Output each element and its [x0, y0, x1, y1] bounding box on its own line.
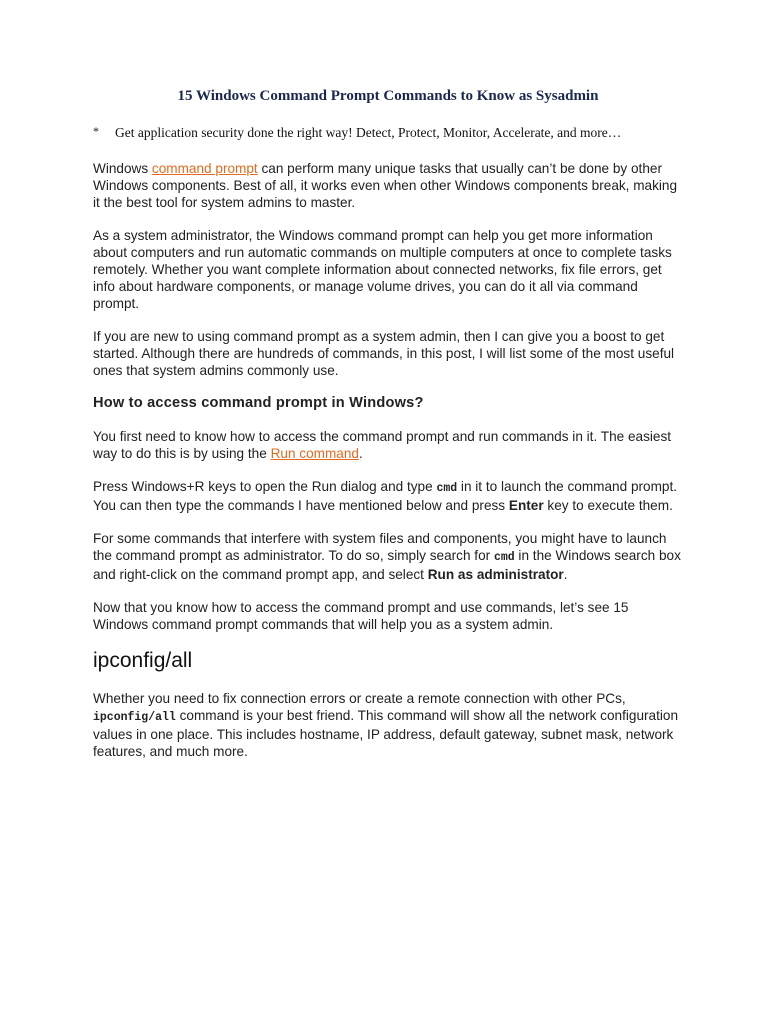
bold-run-as-administrator: Run as administrator	[427, 567, 564, 582]
bullet-icon: *	[93, 124, 99, 138]
inline-code-cmd: cmd	[436, 482, 458, 495]
inline-code-ipconfig: ipconfig/all	[93, 711, 176, 724]
inline-code-cmd: cmd	[493, 551, 515, 564]
promo-text: Get application security done the right way! Detect, Protect, Monitor, Accelerate, and more…	[115, 125, 622, 140]
bold-enter: Enter	[508, 498, 544, 513]
heading-ipconfig: ipconfig/all	[93, 649, 193, 672]
run-command-link[interactable]: Run command	[270, 446, 359, 461]
paragraph-access: You first need to know how to access the command prompt and run commands in it. The easiest way to do this is by using the Run command.	[93, 429, 672, 461]
document-page	[93, 88, 683, 776]
paragraph-new-users: If you are new to using command prompt as a system admin, then I can give you a boost to get started. Although there are hundreds of commands, in this post, I will list some of the most useful ones that system admins commonly use.	[93, 329, 675, 378]
paragraph-transition: Now that you know how to access the command prompt and use commands, let’s see 15 Windows command prompt commands that will help you as a system admin.	[93, 600, 629, 632]
paragraph-run-dialog: Press Windows+R keys to open the Run dialog and type cmd in it to launch the command prompt. You can then type the commands I have mentioned below and press Enter key to execute them.	[93, 479, 678, 513]
paragraph-intro: Windows command prompt can perform many unique tasks that usually can’t be done by other Windows components. Best of all, it works even when other Windows components break, making it the best tool for system admins to master.	[93, 161, 678, 210]
paragraph-sysadmin: As a system administrator, the Windows command prompt can help you get more information about computers and run automatic commands on multiple computers at once to complete tasks remotely. Whether you want complete information about connected networks, fix file errors, get info about hardware components, or manage volume drives, you can do it all via command prompt.	[93, 228, 672, 311]
command-prompt-link[interactable]: command prompt	[151, 161, 258, 176]
heading-access-command-prompt: How to access command prompt in Windows?	[93, 395, 424, 411]
paragraph-administrator: For some commands that interfere with system files and components, you might have to launch the command prompt as administrator. To do so, simply search for cmd in the Windows search box and right-click on the command prompt app, and select Run as administrator.	[93, 531, 681, 582]
document-title: 15 Windows Command Prompt Commands to Know as Sysadmin	[177, 88, 599, 104]
promo-line	[93, 123, 683, 141]
paragraph-ipconfig: Whether you need to fix connection errors or create a remote connection with other PCs, ipconfig/all command is your best friend. This command will show all the network configuration values in one place. This includes hostname, IP address, default gateway, subnet mask, network features, and much more.	[93, 691, 679, 759]
